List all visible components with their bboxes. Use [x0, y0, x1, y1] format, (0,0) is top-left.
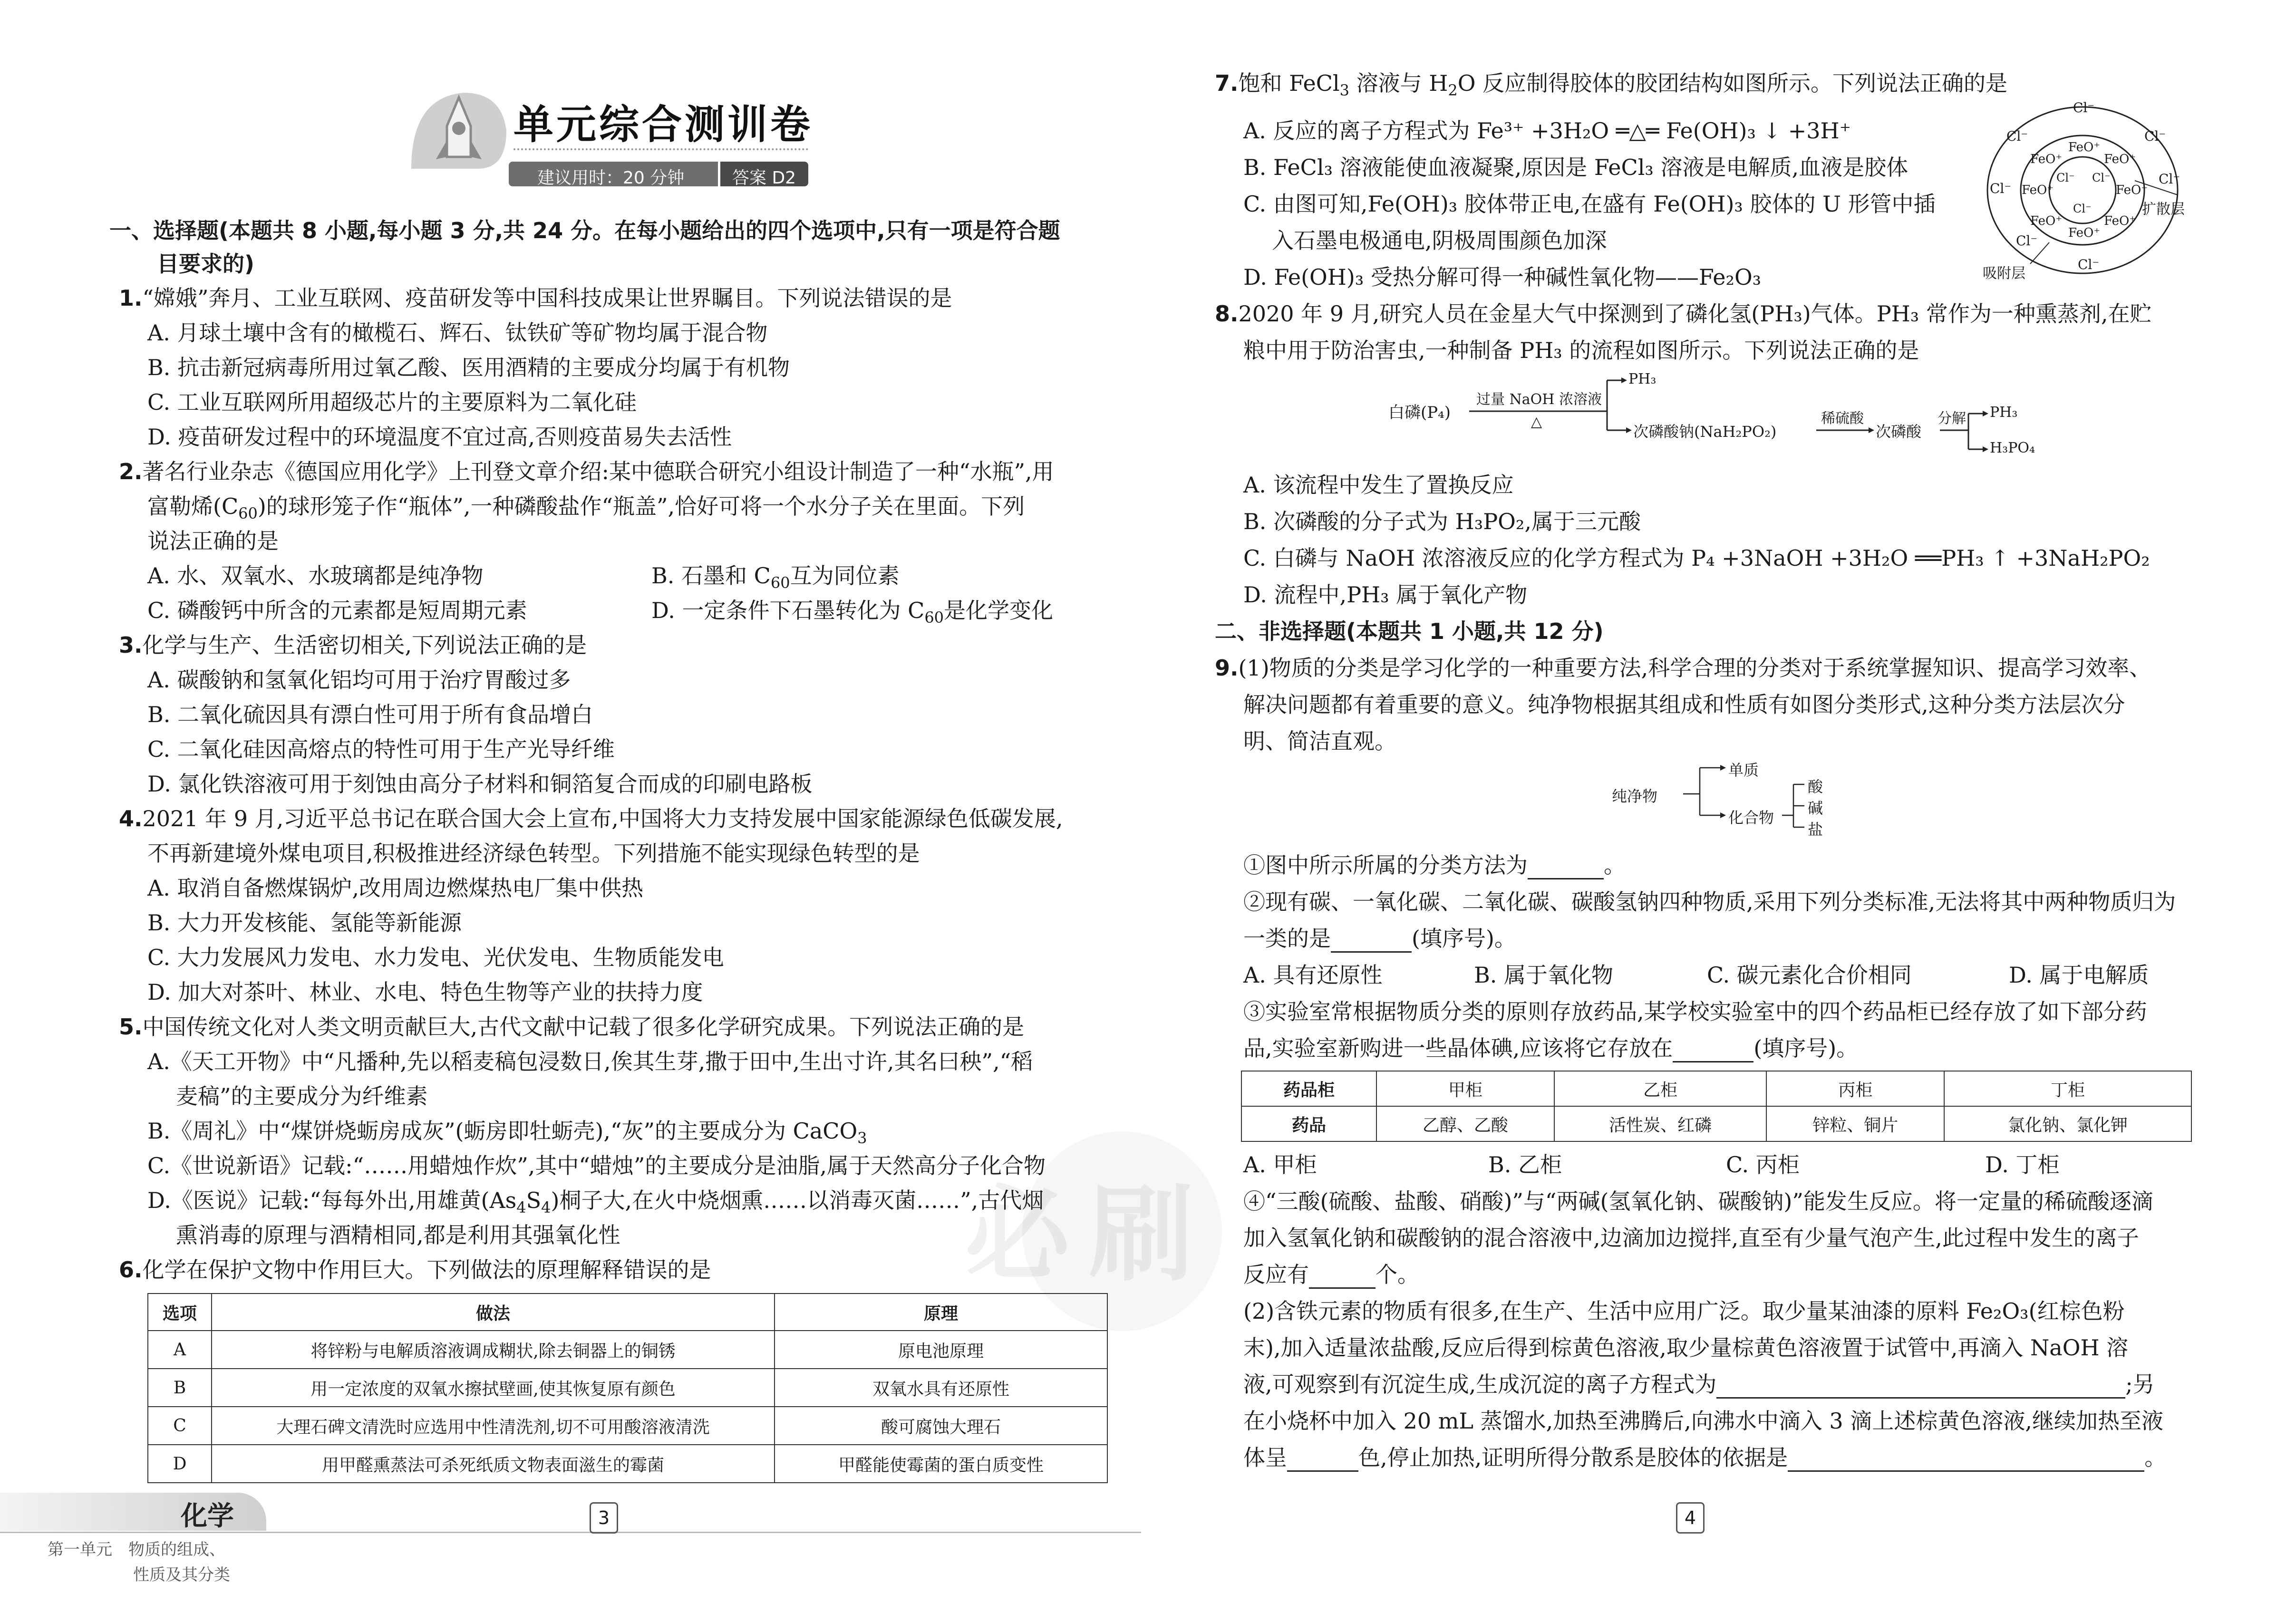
q5-option-d-cont: 熏消毒的原理与酒精相同,都是利用其强氧化性 — [176, 1222, 620, 1248]
micelle-feo: FeO⁺ — [2030, 152, 2063, 166]
q8-stem-line2: 粮中用于防治害虫,一种制备 PH₃ 的流程如图所示。下列说法正确的是 — [1243, 338, 1919, 363]
q1-stem — [119, 284, 952, 312]
q6-cell: A — [148, 1331, 212, 1369]
flow-cond1b: △ — [1531, 414, 1542, 430]
q2-d2: 是化学变化 — [944, 598, 1054, 623]
q9-sub2-line1: ②现有碳、一氧化碳、二氧化碳、碳酸氢钠四种物质,采用下列分类标准,无法将其中两种物质归为 — [1243, 889, 2176, 915]
q9-sub4-blank[interactable] — [1309, 1268, 1376, 1289]
q2-stem-line2 — [147, 492, 1025, 521]
q6-stem — [119, 1255, 711, 1284]
q5-d1c: )桐子大,在火中烧烟熏……以消毒灭菌……”,古代烟 — [551, 1188, 1044, 1213]
q4-option-d[interactable]: D. 加大对茶叶、林业、水电、特色生物等产业的扶持力度 — [147, 979, 703, 1005]
q1-stem-text: “嫦娥”奔月、工业互联网、疫苗研发等中国科技成果让世界瞩目。下列说法错误的是 — [142, 285, 952, 311]
micelle-feo: FeO⁺ — [2068, 140, 2101, 154]
micelle-feo: FeO⁺ — [2022, 183, 2054, 197]
micelle-cl-out: Cl⁻ — [2078, 257, 2100, 272]
q9-sub2-option-b[interactable]: B. 属于氧化物 — [1474, 962, 1614, 988]
q9-sub3-option-b[interactable]: B. 乙柜 — [1488, 1152, 1562, 1178]
q5-option-a-cont: 麦稿”的主要成分为纤维素 — [176, 1083, 428, 1109]
q9-s3c: (填序号)。 — [1753, 1035, 1859, 1061]
q6-number: 6. — [119, 1257, 143, 1283]
header-logo — [407, 78, 511, 174]
q2-stem-text: 著名行业杂志《德国应用化学》上刊登文章介绍:某中德联合研究小组设计制造了一种“水瓶”,用 — [142, 459, 1054, 484]
label-adsorb-layer: 吸附层 — [1983, 265, 2025, 282]
q2-option-d[interactable] — [651, 596, 1053, 625]
q9-th: 丁柜 — [1944, 1071, 2191, 1106]
ph3-flow-diagram — [1388, 366, 2102, 466]
q9-p2l5a: 体呈 — [1243, 1445, 1287, 1470]
micelle-cl-in: Cl⁻ — [2056, 171, 2075, 184]
q5-d1a: D.《医说》记载:“每每外出,用雄黄(As — [147, 1188, 517, 1213]
q9-sub3-blank[interactable] — [1673, 1042, 1753, 1062]
q2-option-c[interactable]: C. 磷酸钙中所含的元素都是短周期元素 — [147, 598, 527, 623]
q9-sub3-line2 — [1243, 1034, 1858, 1062]
q9-sub3-option-d[interactable]: D. 丁柜 — [1985, 1152, 2060, 1178]
flow-p4: PH₃ — [1990, 404, 2018, 421]
flow-p5: H₃PO₄ — [1990, 440, 2035, 456]
q9-stem-line1 — [1215, 654, 2151, 682]
q6-cell: 甲醛能使霉菌的蛋白质变性 — [775, 1445, 1107, 1483]
q9-th: 药品柜 — [1241, 1071, 1376, 1106]
q5-option-a[interactable]: A.《天工开物》中“凡播种,先以稻麦稿包浸数日,俟其生芽,撒于田中,生出寸许,其名曰秧”,“稻 — [147, 1049, 1033, 1074]
q2-bsub: 60 — [770, 574, 790, 592]
q4-option-c[interactable]: C. 大力发展风力发电、水力发电、光伏发电、生物质能发电 — [147, 945, 724, 970]
q5-option-b[interactable] — [147, 1117, 867, 1148]
q6-th-method: 做法 — [212, 1294, 775, 1331]
q6-cell: D — [148, 1445, 212, 1483]
q6-cell: 双氧水具有还原性 — [775, 1369, 1107, 1407]
q9-cell: 活性炭、红磷 — [1554, 1106, 1767, 1141]
q7-s1: 饱和 FeCl — [1238, 70, 1340, 96]
q2-b2: 互为同位素 — [790, 563, 900, 589]
table-row — [148, 1369, 1107, 1407]
q7-option-b[interactable]: B. FeCl₃ 溶液能使血液凝聚,原因是 FeCl₃ 溶液是电解质,血液是胶体 — [1243, 154, 1908, 180]
q6-cell: 酸可腐蚀大理石 — [775, 1407, 1107, 1445]
title-dots — [513, 148, 808, 150]
q6-cell: 原电池原理 — [775, 1331, 1107, 1369]
q5-stem-text: 中国传统文化对人类文明贡献巨大,古代文献中记载了很多化学研究成果。下列说法正确的是 — [142, 1014, 1025, 1040]
section1-heading: 一、选择题(本题共 8 小题,每小题 3 分,共 24 分。在每小题给出的四个选项中,只有一项是符合题 — [109, 218, 1060, 243]
section2-heading: 二、非选择题(本题共 1 小题,共 12 分) — [1215, 618, 1604, 644]
q9-s4c: 反应有 — [1243, 1262, 1309, 1287]
q9-stem-line2: 解决问题都有着重要的意义。纯净物根据其组成和性质有如图分类形式,这种分类方法层次分 — [1243, 692, 2125, 717]
q9-s4d: 个。 — [1376, 1262, 1419, 1287]
q9-colloid-basis-blank[interactable] — [1788, 1451, 2144, 1472]
q7-s2: 溶液与 H — [1349, 70, 1448, 96]
q9-number: 9. — [1215, 655, 1239, 681]
q8-number: 8. — [1215, 301, 1239, 327]
q9-s1a: ①图中所示所属的分类方法为 — [1243, 852, 1528, 878]
q9-s2b: 一类的是 — [1243, 926, 1331, 951]
q8-stem-line1 — [1215, 299, 2151, 328]
q4-option-a[interactable]: A. 取消自备燃煤锅炉,改用周边燃煤热电厂集中供热 — [147, 875, 644, 901]
q9-part2-line3 — [1243, 1370, 2155, 1399]
q9-sub1 — [1243, 851, 1626, 879]
q9-sub3-line1: ③实验室常根据物质分类的原则存放药品,某学校实验室中的四个药品柜已经存放了如下部分药 — [1243, 999, 2147, 1024]
tree-c3: 盐 — [1808, 821, 1823, 839]
micelle-feo: FeO⁺ — [2116, 183, 2148, 197]
q9-sub2-line2 — [1243, 924, 1516, 953]
q9-sub4-line3 — [1243, 1260, 1419, 1289]
q9-p2l3a: 液,可观察到有沉淀生成,生成沉淀的离子方程式为 — [1243, 1371, 1717, 1397]
q3-option-b[interactable]: B. 二氧化硫因具有漂白性可用于所有食品增白 — [147, 702, 593, 727]
q6-cell: 用甲醛熏蒸法可杀死纸质文物表面滋生的霉菌 — [212, 1445, 775, 1483]
tree-b2: 化合物 — [1728, 809, 1774, 827]
q9-th: 甲柜 — [1376, 1071, 1554, 1106]
q2-number: 2. — [119, 459, 143, 484]
q3-option-a[interactable]: A. 碳酸钠和氢氧化铝均可用于治疗胃酸过多 — [147, 667, 571, 693]
q9-cell: 氯化钠、氯化钾 — [1944, 1106, 2191, 1141]
q7-option-c[interactable]: C. 由图可知,Fe(OH)₃ 胶体带正电,在盛有 Fe(OH)₃ 胶体的 U 形管中插 — [1243, 191, 1936, 217]
flow-start: 白磷(P₄) — [1388, 403, 1451, 422]
q2-option-a[interactable]: A. 水、双氧水、水玻璃都是纯净物 — [147, 563, 484, 589]
table-row — [148, 1331, 1107, 1369]
answer-label: 答案 D2 — [732, 168, 796, 188]
flow-cond3: 分解 — [1938, 410, 1966, 427]
q7-s3: O 反应制得胶体的胶团结构如图所示。下列说法正确的是 — [1457, 70, 2008, 96]
q2-d1: D. 一定条件下石墨转化为 C — [651, 598, 925, 623]
q8-option-d[interactable]: D. 流程中,PH₃ 属于氧化产物 — [1243, 582, 1528, 608]
flow-cond2: 稀硫酸 — [1821, 410, 1864, 427]
q9-th: 丙柜 — [1766, 1071, 1944, 1106]
q6-cell: B — [148, 1369, 212, 1407]
q1-option-b[interactable]: B. 抗击新冠病毒所用过氧乙酸、医用酒精的主要成分均属于有机物 — [147, 355, 790, 380]
q9-sub1-blank[interactable] — [1528, 859, 1604, 879]
page-title: 单元综合测训卷 — [513, 101, 814, 148]
q1-option-d[interactable]: D. 疫苗研发过程中的环境温度不宜过高,否则疫苗易失去活性 — [147, 424, 732, 450]
flow-p2: 次磷酸钠(NaH₂PO₂) — [1633, 423, 1777, 441]
q2-l2b: )的球形笼子作“瓶体”,一种磷酸盐作“瓶盖”,恰好可将一个水分子关在里面。下列 — [257, 493, 1025, 519]
q5-number: 5. — [119, 1014, 143, 1040]
q9-stem-text: (1)物质的分类是学习化学的一种重要方法,科学合理的分类对于系统掌握知识、提高学习效率、 — [1238, 655, 2151, 681]
q9-th: 乙柜 — [1554, 1071, 1767, 1106]
q9-ion-equation-blank[interactable] — [1716, 1378, 2125, 1399]
q9-sub2-blank[interactable] — [1331, 932, 1412, 953]
q2-l2a: 富勒烯(C — [147, 493, 239, 519]
q6-cell: 用一定浓度的双氧水擦拭壁画,使其恢复原有颜色 — [212, 1369, 775, 1407]
q9-cell: 锌粒、铜片 — [1766, 1106, 1944, 1141]
q2-l2sub: 60 — [238, 504, 258, 523]
label-diffuse-layer: 扩散层 — [2142, 201, 2185, 218]
q5-b1: B.《周礼》中“煤饼烧蛎房成灰”(蛎房即牡蛎壳),“灰”的主要成分为 CaCO — [147, 1118, 858, 1144]
q8-option-a[interactable]: A. 该流程中发生了置换反应 — [1243, 472, 1514, 498]
q4-stem-line2: 不再新建境外煤电项目,积极推进经济绿色转型。下列措施不能实现绿色转型的是 — [147, 840, 920, 866]
q9-sub4-line1: ④“三酸(硫酸、盐酸、硝酸)”与“两碱(氢氧化钠、碳酸钠)”能发生反应。将一定量的稀硫酸逐滴 — [1243, 1188, 2153, 1214]
q9-cell: 药品 — [1241, 1106, 1376, 1141]
q6-stem-text: 化学在保护文物中作用巨大。下列做法的原理解释错误的是 — [142, 1257, 711, 1283]
q9-part2-line2: 末),加入适量浓盐酸,反应后得到棕黄色溶液,取少量棕黄色溶液置于试管中,再滴入 NaOH 溶 — [1243, 1335, 2129, 1361]
q9-part2-line5 — [1243, 1443, 2166, 1472]
table-row — [148, 1407, 1107, 1445]
q6-cell: 大理石碑文清洗时应选用中性清洗剂,切不可用酸溶液清洗 — [212, 1407, 775, 1445]
q9-s2c: (填序号)。 — [1412, 926, 1516, 951]
q1-number: 1. — [119, 285, 143, 311]
page-number-left: 3 — [590, 1502, 618, 1534]
q1-option-a[interactable]: A. 月球土壤中含有的橄榄石、辉石、钛铁矿等矿物均属于混合物 — [147, 320, 768, 346]
q5-d1s1: 4 — [516, 1198, 526, 1217]
q5-stem — [119, 1013, 1024, 1041]
q6-cell: 将锌粉与电解质溶液调成糊状,除去铜器上的铜锈 — [212, 1331, 775, 1369]
q9-sub2-option-a[interactable]: A. 具有还原性 — [1243, 962, 1383, 988]
time-label: 建议用时：20 分钟 — [537, 168, 685, 188]
q3-number: 3. — [119, 632, 143, 658]
footer-rule — [0, 1532, 1141, 1533]
q1-option-c[interactable]: C. 工业互联网所用超级芯片的主要原料为二氧化硅 — [147, 389, 637, 415]
q3-stem — [119, 631, 587, 659]
q9-sub3-option-a[interactable]: A. 甲柜 — [1243, 1152, 1317, 1178]
q5-option-c[interactable]: C.《世说新语》记载:“……用蜡烛作炊”,其中“蜡烛”的主要成分是油脂,属于天然高分子化合物 — [147, 1153, 1046, 1178]
q6-table — [147, 1293, 1108, 1483]
micelle-cl-out: Cl⁻ — [2144, 128, 2166, 144]
page-number-right: 4 — [1676, 1502, 1705, 1534]
q7-s2sub: 2 — [1448, 81, 1458, 100]
tree-c1: 酸 — [1808, 778, 1823, 796]
q9-color-blank[interactable] — [1287, 1451, 1358, 1472]
micelle-diagram — [1978, 100, 2187, 280]
q9-cabinet-table — [1241, 1071, 2192, 1142]
q8-option-b[interactable]: B. 次磷酸的分子式为 H₃PO₂,属于三元酸 — [1243, 509, 1641, 534]
micelle-feo: FeO⁺ — [2104, 214, 2136, 228]
q4-stem-line1 — [119, 804, 1063, 833]
footer-subject: 化学 — [181, 1501, 234, 1532]
q6-th-option: 选项 — [148, 1294, 212, 1331]
q2-option-b[interactable] — [651, 561, 900, 590]
q4-stem-text: 2021 年 9 月,习近平总书记在联合国大会上宣布,中国将大力支持发展中国家能源绿色低碳发展, — [142, 806, 1063, 831]
q4-option-b[interactable]: B. 大力开发核能、氢能等新能源 — [147, 910, 462, 936]
q5-option-d[interactable] — [147, 1186, 1044, 1215]
q9-cell: 乙醇、乙酸 — [1376, 1106, 1554, 1141]
micelle-cl-out: Cl⁻ — [2006, 128, 2028, 144]
q6-cell: C — [148, 1407, 212, 1445]
micelle-cl-out: Cl⁻ — [2073, 100, 2095, 116]
micelle-feo: FeO⁺ — [2068, 226, 2101, 240]
tree-b1: 单质 — [1728, 761, 1759, 779]
q2-b1: B. 石墨和 C — [651, 563, 771, 589]
flow-p1: PH₃ — [1628, 371, 1657, 387]
flow-cond1: 过量 NaOH 浓溶液 — [1476, 391, 1602, 408]
classification-tree — [1612, 756, 1897, 837]
q9-sub2-option-c[interactable]: C. 碳元素化合价相同 — [1707, 962, 1912, 988]
q9-p2l3b: ;另 — [2125, 1371, 2155, 1397]
micelle-cl-in: Cl⁻ — [2073, 202, 2092, 215]
q9-p2l5b: 色,停止加热,证明所得分散系是胶体的依据是 — [1358, 1445, 1788, 1470]
watermark: 必刷 — [965, 1172, 1213, 1295]
q9-part2-line4: 在小烧杯中加入 20 mL 蒸馏水,加热至沸腾后,向沸水中滴入 3 滴上述棕黄色溶液,继续加热至液 — [1243, 1408, 2163, 1434]
q8-option-c[interactable]: C. 白磷与 NaOH 浓溶液反应的化学方程式为 P₄ +3NaOH +3H₂O ══PH₃ ↑ +3NaH₂PO₂ — [1243, 545, 2150, 571]
q3-option-d[interactable]: D. 氯化铁溶液可用于刻蚀由高分子材料和铜箔复合而成的印刷电路板 — [147, 771, 813, 797]
q9-s3b: 品,实验室新购进一些晶体碘,应该将它存放在 — [1243, 1035, 1673, 1061]
q9-sub2-option-d[interactable]: D. 属于电解质 — [2009, 962, 2149, 988]
table-row — [148, 1445, 1107, 1483]
q2-stem-line1 — [119, 457, 1054, 486]
q7-s1sub: 3 — [1339, 81, 1349, 100]
micelle-feo: FeO⁺ — [2030, 214, 2063, 228]
q7-option-c-cont: 入石墨电极通电,阴极周围颜色加深 — [1272, 228, 1607, 253]
q9-p2l5c: 。 — [2144, 1445, 2167, 1470]
flow-p3: 次磷酸 — [1876, 423, 1922, 441]
q5-d1s2: 4 — [541, 1198, 551, 1217]
q2-stem-line3: 说法正确的是 — [147, 528, 279, 554]
section1-heading-cont: 目要求的) — [157, 251, 255, 277]
q7-option-a[interactable]: A. 反应的离子方程式为 Fe³⁺ +3H₂O ═△═ Fe(OH)₃ ↓ +3H⁺ — [1243, 118, 1851, 144]
q9-stem-line3: 明、简洁直观。 — [1243, 728, 1396, 754]
q9-s1b: 。 — [1604, 852, 1626, 878]
q3-stem-text: 化学与生产、生活密切相关,下列说法正确的是 — [142, 632, 587, 658]
tree-c2: 碱 — [1808, 799, 1823, 817]
micelle-cl-out: Cl⁻ — [2159, 171, 2180, 187]
micelle-cl-out: Cl⁻ — [1990, 181, 2012, 196]
footer-unit-line1: 第一单元 物质的组成、 — [48, 1540, 225, 1559]
q7-stem — [1215, 69, 2008, 100]
q3-option-c[interactable]: C. 二氧化硅因高熔点的特性可用于生产光导纤维 — [147, 736, 615, 762]
q4-number: 4. — [119, 806, 143, 831]
q9-part2-line1: (2)含铁元素的物质有很多,在生产、生活中应用广泛。取少量某油漆的原料 Fe₂O₃(红棕色粉 — [1243, 1298, 2125, 1324]
tree-root: 纯净物 — [1612, 787, 1658, 805]
q8-stem-text: 2020 年 9 月,研究人员在金星大气中探测到了磷化氢(PH₃)气体。PH₃ 常作为一种熏蒸剂,在贮 — [1238, 301, 2152, 327]
q9-sub3-option-c[interactable]: C. 丙柜 — [1726, 1152, 1800, 1178]
watermark-circle — [1022, 1131, 1222, 1331]
q2-dsub: 60 — [924, 608, 944, 627]
micelle-feo: FeO⁺ — [2104, 152, 2136, 166]
micelle-cl-out: Cl⁻ — [2016, 233, 2038, 249]
q7-number: 7. — [1215, 70, 1239, 96]
q6-th-principle: 原理 — [775, 1294, 1107, 1331]
q5-d1b: S — [526, 1188, 542, 1213]
q5-bsub: 3 — [857, 1129, 867, 1148]
table-row — [1241, 1106, 2191, 1141]
q7-option-d[interactable]: D. Fe(OH)₃ 受热分解可得一种碱性氧化物——Fe₂O₃ — [1243, 264, 1762, 290]
footer-unit-line2: 性质及其分类 — [133, 1565, 230, 1584]
q9-sub4-line2: 加入氢氧化钠和碳酸钠的混合溶液中,边滴加边搅拌,直至有少量气泡产生,此过程中发生的离子 — [1243, 1225, 2139, 1251]
micelle-cl-in: Cl⁻ — [2092, 171, 2111, 184]
